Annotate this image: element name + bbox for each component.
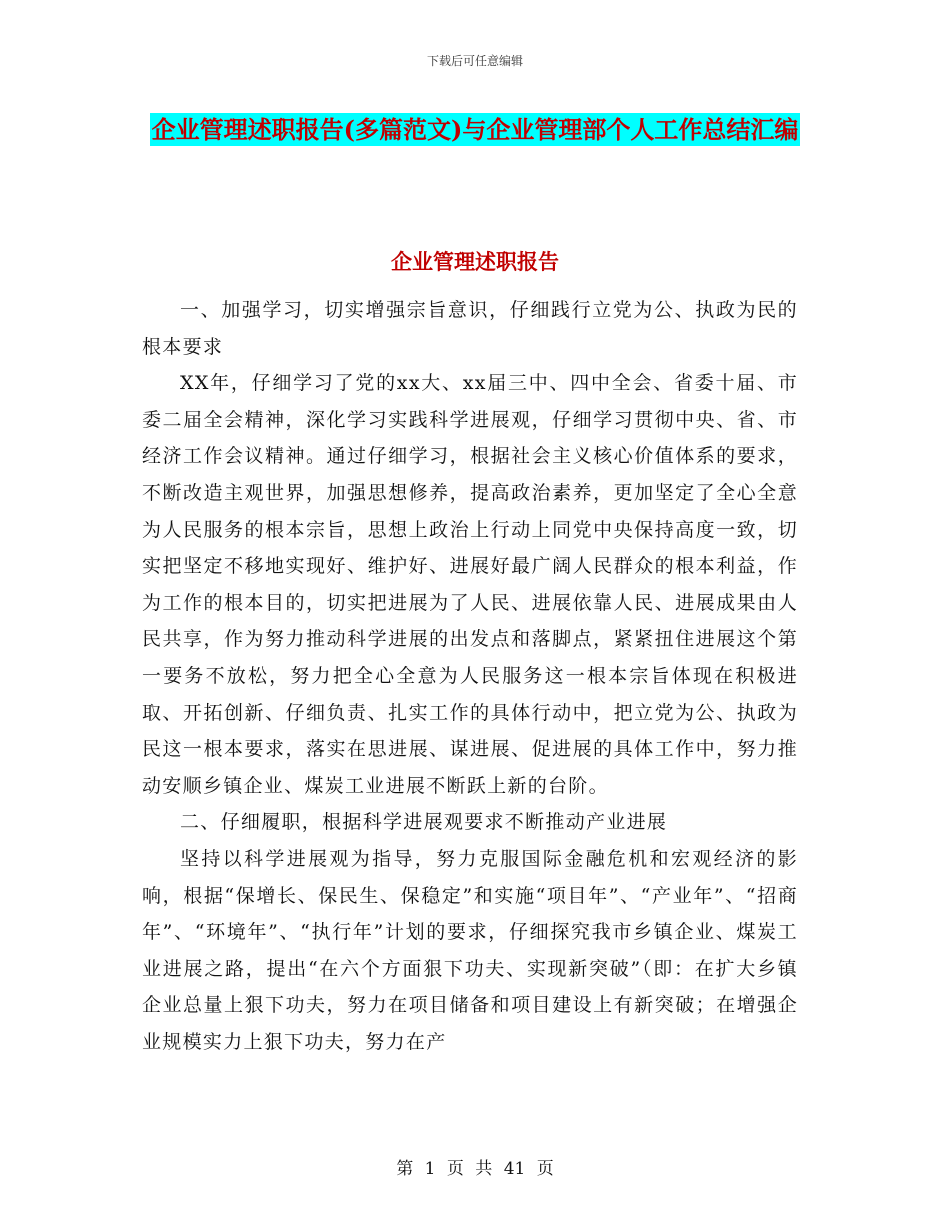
paragraph: 坚持以科学进展观为指导，努力克服国际金融危机和宏观经济的影响，根据“保增长、保民生、保稳定”和实施“项目年”、“产业年”、“招商年”、“环境年”、“执行年”计划的要求，仔细探究我市乡镇企业、煤炭工业进展之路，提出“在六个方面狠下功夫、实现新突破”（即：在扩大乡镇企业总量上狠下功夫，努力在项目储备和项目建设上有新突破；在增强企业规模实力上狠下功夫，努力在产 bbox=[142, 847, 798, 1053]
paragraph-heading-1: 一、加强学习，切实增强宗旨意识，仔细践行立党为公、执政为民的根本要求 bbox=[142, 299, 798, 358]
document-title bbox=[140, 106, 810, 154]
page-footer: 第 1 页 共 41 页 bbox=[396, 1159, 554, 1179]
section-title: 企业管理述职报告 bbox=[391, 249, 559, 274]
paragraph-heading-2: 二、仔细履职，根据科学进展观要求不断推动产业进展 bbox=[180, 811, 668, 834]
body-text bbox=[142, 292, 798, 1060]
paragraph: XX年，仔细学习了党的xx大、xx届三中、四中全会、省委十届、市委二届全会精神，深化学习实践科学进展观，仔细学习贯彻中央、省、市经济工作会议精神。通过仔细学习，根据社会主义核心价值体系的要求，不断改造主观世界，加强思想修养，提高政治素养，更加坚定了全心全意为人民服务的根本宗旨，思想上政治上行动上同党中央保持高度一致，切实把坚定不移地实现好、维护好、进展好最广阔人民群众的根本利益，作为工作的根本目的，切实把进展为了人民、进展依靠人民、进展成果由人民共享，作为努力推动科学进展的出发点和落脚点，紧紧扭住进展这个第一要务不放松，努力把全心全意为人民服务这一根本宗旨体现在积极进取、开拓创新、仔细负责、扎实工作的具体行动中，把立党为公、执政为民这一根本要求，落实在思进展、谋进展、促进展的具体工作中，努力推动安顺乡镇企业、煤炭工业进展不断跃上新的台阶。 bbox=[142, 372, 798, 797]
document-title-text: 企业管理述职报告(多篇范文)与企业管理部个人工作总结汇编 bbox=[151, 115, 799, 144]
header-note: 下载后可任意编辑 bbox=[426, 54, 523, 68]
